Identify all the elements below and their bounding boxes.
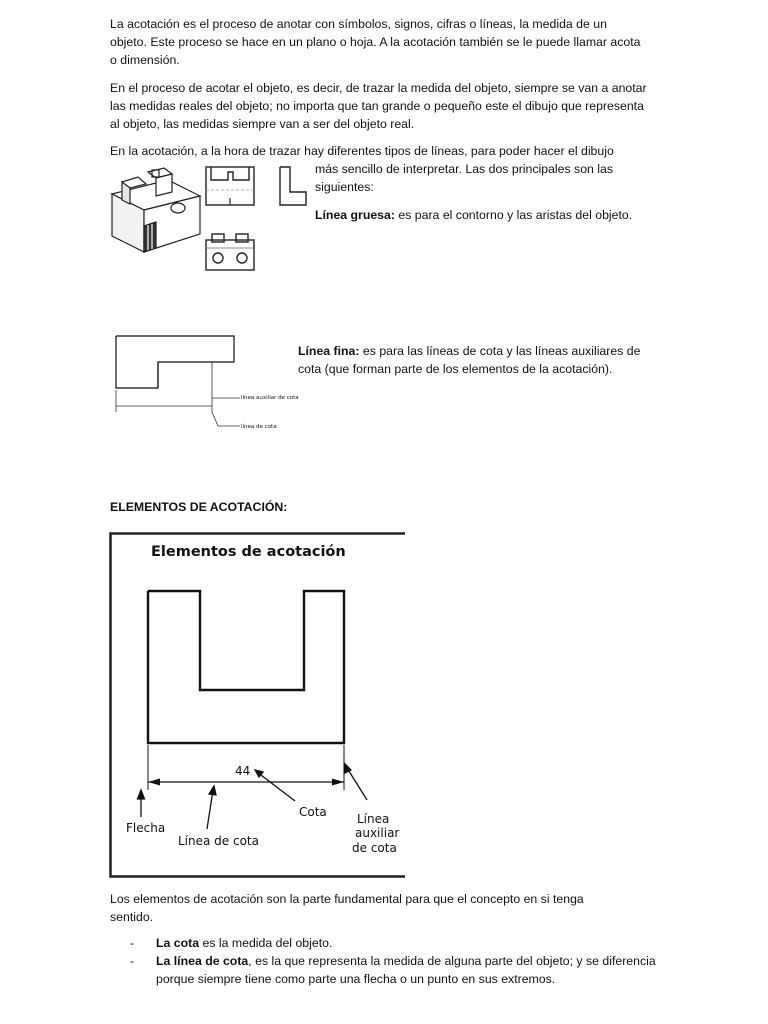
linea-de-cota-label: Línea de cota xyxy=(178,834,259,848)
bullet-text: es la medida del objeto. xyxy=(199,936,333,950)
bullet-text: , es la que representa la medida de alguna parte del objeto; y se diferencia porque siempre tiene como parte una flecha o un punto en sus extremos. xyxy=(156,954,656,986)
step-outline xyxy=(116,336,234,388)
line-types-intro-line1: En la acotación, a la hora de trazar hay diferentes tipos de líneas, para poder hacer el dibujo xyxy=(110,144,614,158)
figure-title: Elementos de acotación xyxy=(151,544,346,560)
linea-gruesa-text: es para el contorno y las aristas del objeto. xyxy=(394,208,633,222)
auxiliary-line-label: línea auxiliar de cota xyxy=(241,395,299,401)
linea-fina-label: Línea fina: xyxy=(298,344,360,358)
elements-list xyxy=(110,934,670,988)
elements-paragraph: Los elementos de acotación son la parte fundamental para que el concepto en si tenga sentido. xyxy=(110,892,584,924)
bullet-dash: - xyxy=(130,954,135,968)
dimension-line-label: línea de cota xyxy=(241,424,277,430)
measures-paragraph: En el proceso de acotar el objeto, es decir, de trazar la medida del objeto, siempre se van a anotar las medidas reales del objeto; no importa que tan grande o pequeño este el dibujo que representa al objeto, las medidas siempre van a ser del objeto real. xyxy=(110,81,647,131)
thin-lines-figure xyxy=(108,332,308,434)
side-view-drawing xyxy=(280,167,306,205)
linea-auxiliar-label-2: auxiliar xyxy=(355,826,400,840)
linea-auxiliar-label-3: de cota xyxy=(352,841,397,855)
flecha-label: Flecha xyxy=(126,821,166,835)
linea-gruesa-description xyxy=(315,206,665,224)
section-heading: ELEMENTOS DE ACOTACIÓN: xyxy=(110,500,288,514)
linea-fina-description xyxy=(298,342,656,378)
intro-paragraph: La acotación es el proceso de anotar con símbolos, signos, cifras o líneas, la medida de un objeto. Este proceso se hace en un plano o hoja. A la acotación también se le puede llamar acota o dimensión. xyxy=(110,17,641,67)
dimension-value: 44 xyxy=(235,764,251,778)
front-view-drawing xyxy=(206,167,254,205)
linea-auxiliar-label-1: Línea xyxy=(357,812,390,826)
linea-gruesa-label: Línea gruesa: xyxy=(315,208,395,222)
line-types-intro-line3: siguientes: xyxy=(315,180,374,194)
list-item xyxy=(110,952,670,988)
bullet-label: La línea de cota xyxy=(156,954,249,968)
isometric-object-drawing xyxy=(112,168,200,252)
bullet-dash: - xyxy=(130,936,135,950)
object-views-figure xyxy=(108,162,308,277)
bullet-label: La cota xyxy=(156,936,200,950)
acotacion-elements-figure xyxy=(109,532,405,878)
line-types-intro-line2: más sencillo de interpretar. Las dos principales son las xyxy=(315,162,614,176)
linea-fina-text: es para las líneas de cota y las líneas auxiliares de cota (que forman parte de los elementos de la acotación). xyxy=(298,344,641,376)
cota-label: Cota xyxy=(299,805,327,819)
top-view-drawing xyxy=(206,234,254,270)
list-item xyxy=(110,934,670,952)
